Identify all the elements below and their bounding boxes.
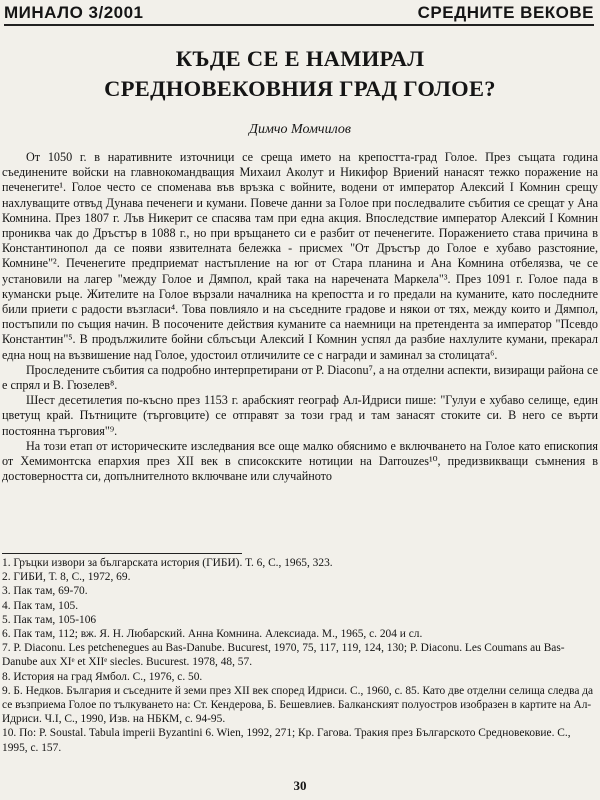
section-name: СРЕДНИТЕ ВЕКОВЕ bbox=[417, 3, 594, 22]
article-author: Димчо Момчилов bbox=[249, 122, 351, 137]
paragraph: На този етап от историческите изследвания все още малко обяснимо е включването на Голое като епископия от Хемимонтска епархия през ХІІ век в списокските нотиции на Darrouzes¹⁰, предизвикващи съмнения в достоверността си, допълнителното включване или случайното bbox=[2, 438, 598, 484]
paragraph: Шест десетилетия по-късно през 1153 г. арабският географ Ал-Идриси пише: "Гулуи е хубаво селище, един цветущ край. Пътниците (търговците) се отправят за този град и там занасят стоките си. В него се върти постоянна търговия"⁹. bbox=[2, 393, 598, 438]
journal-issue: МИНАЛО 3/2001 bbox=[4, 3, 144, 22]
footnotes bbox=[2, 556, 598, 755]
paragraph: От 1050 г. в наративните източници се среща името на крепостта-град Голое. През същата година съединените войски на главнокомандващия Михаил Аколут и Никифор Вриений нанасят тежко поражение на печенегите¹. Голое често се споменава във връзка с войните, водени от император Алексий І Комнин срещу нахлуващите отвъд Дунава печенеги и кумани. Повече данни за Голое при последвалите събития се срещат у Ана Комнина. През 1807 г. Лъв Никерит се спасява там при една акция. Впоследствие император Алексий І Комнин прониква чак до Дръстър в 1088 г., но при връщането си е разбит от печенегите. Поражението става причина в Константинопол да се появи язвителната бележка - присмех "От Дръстър до Голое е хубаво разстояние, Комнине"². Печенегите предприемат настъпление на юг от Стара планина и Ана Комнина отбелязва, че се установили на лагер "между Голое и Дямпол, край така на наречената Маркела"³. През 1091 г. Голое пада в кумански ръце. Жителите на Голое вързали началника на крепостта и го предали на куманите, като последните били приети с радости възгласи⁴. Това повлияло и на съседните градове и някои от тях, между които и Дямпол, постъпили по същия начин. В посочените действия куманите са наемници на претендента за император "Псевдо Константин"⁵. В продължилите бойни сблъсъци Алексий І Комнин успял да разбие нахлулите кумани, прекарал една нощ на възвишение над Голое, удостоил отличилите се с награди и заминал за столицата⁶. bbox=[2, 150, 598, 362]
header-rule bbox=[4, 24, 594, 26]
footnote: 6. Пак там, 112; вж. Я. Н. Любарский. Анна Комнина. Алексиада. М., 1965, с. 204 и сл. bbox=[2, 628, 423, 641]
footnote-rule bbox=[2, 553, 242, 554]
footnote: 7. P. Diaconu. Les petchenegues au Bas-Danube. Bucurest, 1970, 75, 117, 119, 124, 130; P. Diaconu. Les Coumans au Bas-Danube aux XIᵉ et XIIᵉ siecles. Bucurest. 1978, 48, 57. bbox=[2, 642, 565, 669]
footnote: 4. Пак там, 105. bbox=[2, 599, 79, 612]
footnote: 3. Пак там, 69-70. bbox=[2, 585, 88, 598]
title-line-1: КЪДЕ СЕ Е НАМИРАЛ bbox=[175, 46, 425, 71]
paragraph: Проследените събития са подробно интерпретирани от P. Diaconu⁷, а на отделни аспекти, визиращи района се е спрял и В. Гюзелев⁸. bbox=[2, 362, 598, 393]
title-line-2: СРЕДНОВЕКОВНИЯ ГРАД ГОЛОЕ? bbox=[104, 76, 496, 101]
article-title bbox=[40, 44, 560, 104]
footnote: 10. По: P. Soustal. Tabula imperii Byzantini 6. Wien, 1992, 271; Кр. Гагова. Тракия през Българското Средновековие. С., 1995, с. 157. bbox=[2, 727, 571, 754]
article-body bbox=[2, 150, 598, 484]
running-header bbox=[0, 0, 600, 26]
page-number: 30 bbox=[293, 778, 307, 793]
footnote: 5. Пак там, 105-106 bbox=[2, 613, 97, 626]
footnote: 9. Б. Недков. България и съседните й земи през ХІІ век според Идриси. С., 1960, с. 85. Като две отделни селища следва да се възприема Голое по тълкуването на: Ст. Кендерова, Б. Бешевлиев. Балканският полуостров изобразен в картите на Ал-Идриси. Ч.І, С., 1990, Изв. на НБКМ, с. 94-95. bbox=[2, 684, 594, 726]
footnote: 8. История на град Ямбол. С., 1976, с. 50. bbox=[2, 670, 203, 683]
footnote: 1. Гръцки извори за българската история (ГИБИ). Т. 6, С., 1965, 323. bbox=[2, 557, 333, 569]
footnote: 2. ГИБИ, Т. 8, С., 1972, 69. bbox=[2, 571, 131, 584]
